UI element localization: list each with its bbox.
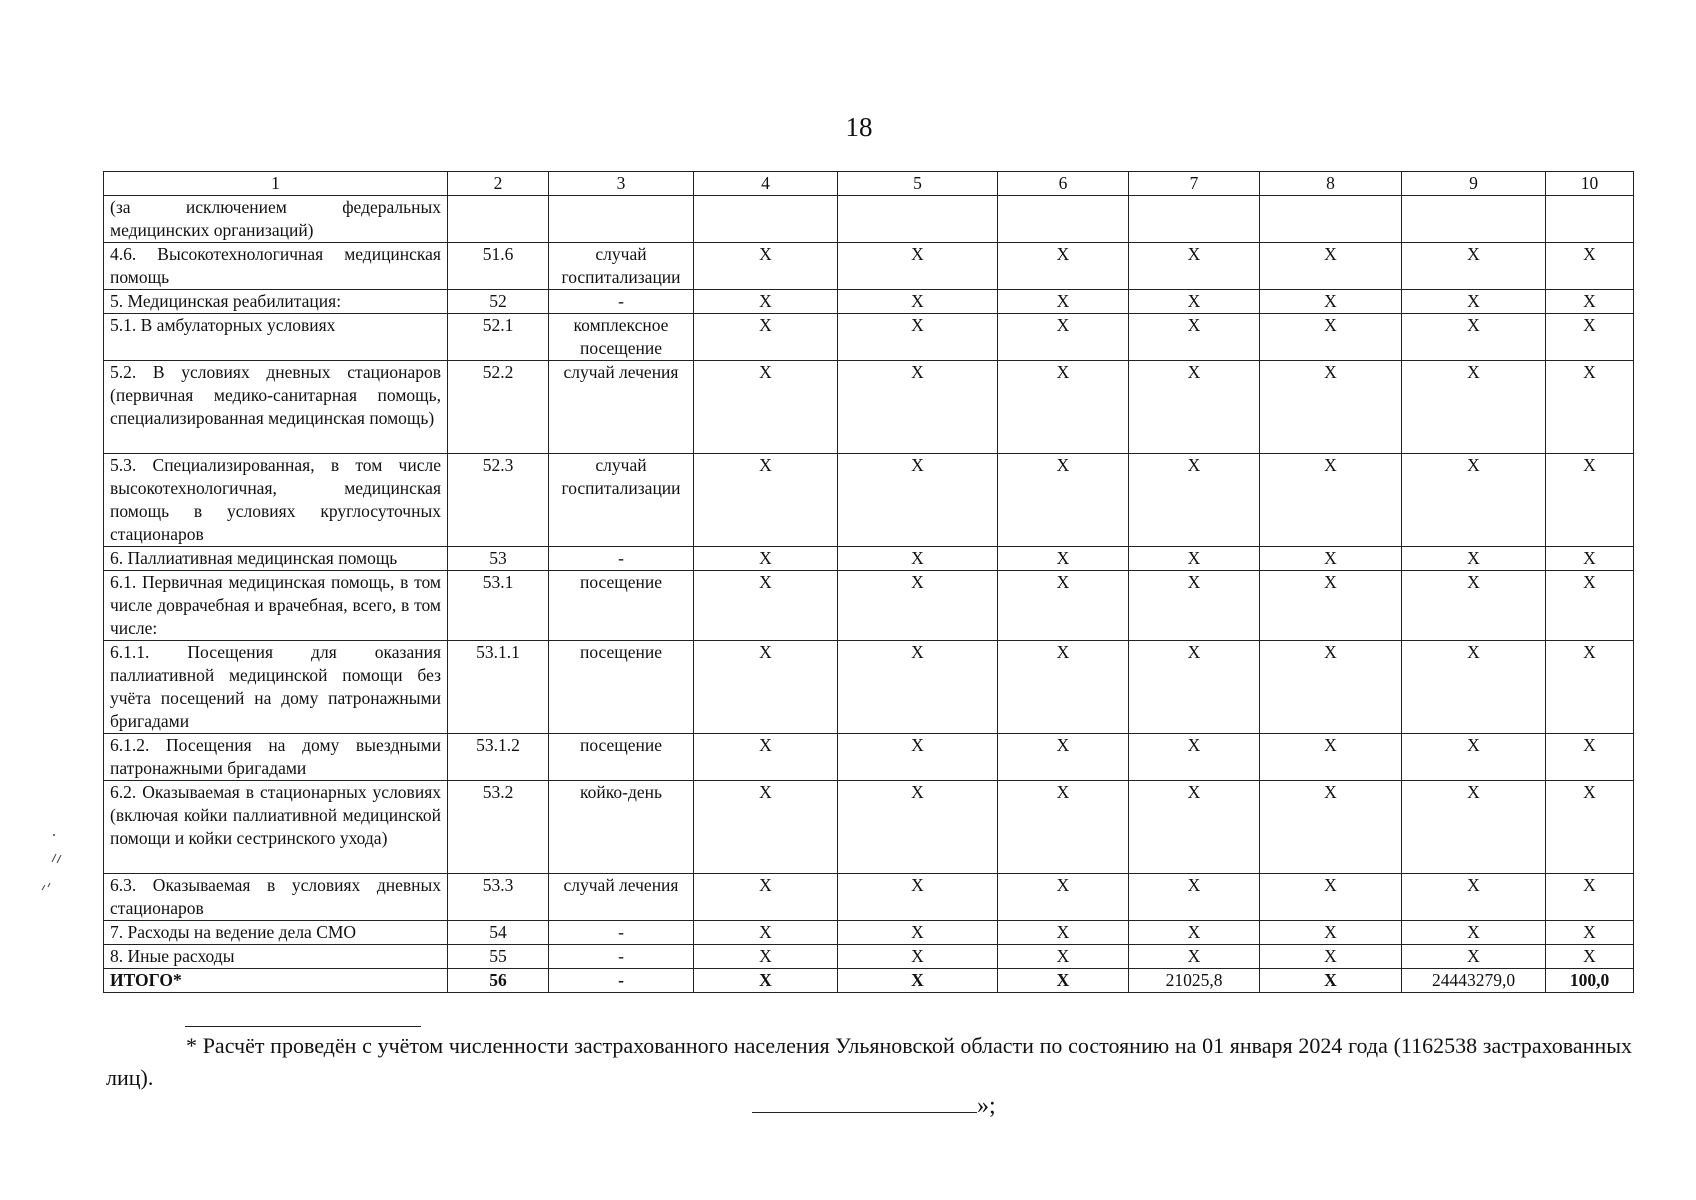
closing-underline bbox=[752, 1090, 977, 1113]
value-cell-col-10: X bbox=[1546, 874, 1634, 921]
value-cell-col-6: X bbox=[998, 921, 1129, 945]
row-code-cell: 53 bbox=[448, 547, 549, 571]
value-cell-col-8: X bbox=[1260, 734, 1402, 781]
value-cell-col-7: X bbox=[1129, 921, 1260, 945]
value-cell-col-4: X bbox=[694, 969, 838, 993]
row-code-cell: 52.2 bbox=[448, 361, 549, 454]
value-cell-col-4: X bbox=[694, 243, 838, 290]
table-row bbox=[104, 969, 1634, 993]
row-code-cell: 51.6 bbox=[448, 243, 549, 290]
column-number-row bbox=[104, 172, 1634, 196]
value-cell-col-6: X bbox=[998, 641, 1129, 734]
value-cell-col-10: X bbox=[1546, 547, 1634, 571]
value-cell-col-5: X bbox=[838, 314, 998, 361]
value-cell-col-9: X bbox=[1402, 243, 1546, 290]
value-cell-col-10 bbox=[1546, 196, 1634, 243]
row-code-cell: 53.1.2 bbox=[448, 734, 549, 781]
value-cell-col-10: X bbox=[1546, 290, 1634, 314]
value-cell-col-7: X bbox=[1129, 547, 1260, 571]
value-cell-col-9: X bbox=[1402, 361, 1546, 454]
value-cell-col-8: X bbox=[1260, 547, 1402, 571]
column-number: 4 bbox=[694, 172, 838, 196]
value-cell-col-8: X bbox=[1260, 290, 1402, 314]
value-cell-col-5 bbox=[838, 196, 998, 243]
value-cell-col-6: X bbox=[998, 874, 1129, 921]
row-name-cell: 6.3. Оказываемая в условиях дневных стационаров bbox=[104, 874, 448, 921]
row-unit-cell: - bbox=[549, 921, 694, 945]
row-code-cell: 52.1 bbox=[448, 314, 549, 361]
value-cell-col-10: X bbox=[1546, 921, 1634, 945]
value-cell-col-9: X bbox=[1402, 547, 1546, 571]
value-cell-col-4: X bbox=[694, 571, 838, 641]
value-cell-col-10: X bbox=[1546, 243, 1634, 290]
closing-line bbox=[752, 1090, 996, 1120]
column-number: 2 bbox=[448, 172, 549, 196]
value-cell-col-4: X bbox=[694, 781, 838, 874]
row-code-cell: 56 bbox=[448, 969, 549, 993]
value-cell-col-5: X bbox=[838, 547, 998, 571]
row-name-cell: 4.6. Высокотехнологичная медицинская помощь bbox=[104, 243, 448, 290]
value-cell-col-9: X bbox=[1402, 290, 1546, 314]
value-cell-col-4: X bbox=[694, 314, 838, 361]
value-cell-col-5: X bbox=[838, 969, 998, 993]
row-unit-cell: посещение bbox=[549, 641, 694, 734]
value-cell-col-7: X bbox=[1129, 243, 1260, 290]
value-cell-col-7: X bbox=[1129, 874, 1260, 921]
value-cell-col-4: X bbox=[694, 874, 838, 921]
closing-mark: »; bbox=[977, 1093, 996, 1119]
row-name-cell: 5.1. В амбулаторных условиях bbox=[104, 314, 448, 361]
row-unit-cell bbox=[549, 196, 694, 243]
value-cell-col-8 bbox=[1260, 196, 1402, 243]
financing-table bbox=[103, 171, 1634, 993]
row-unit-cell: комплексное посещение bbox=[549, 314, 694, 361]
value-cell-col-7 bbox=[1129, 196, 1260, 243]
value-cell-col-8: X bbox=[1260, 921, 1402, 945]
row-code-cell: 53.3 bbox=[448, 874, 549, 921]
row-name-cell: 6.2. Оказываемая в стационарных условиях (включая койки паллиативной медицинской помощи и койки сестринского ухода) bbox=[104, 781, 448, 874]
row-code-cell: 53.1 bbox=[448, 571, 549, 641]
scan-specks bbox=[36, 832, 66, 912]
value-cell-col-9 bbox=[1402, 196, 1546, 243]
column-number: 5 bbox=[838, 172, 998, 196]
row-code-cell bbox=[448, 196, 549, 243]
value-cell-col-4 bbox=[694, 196, 838, 243]
value-cell-col-7: 21025,8 bbox=[1129, 969, 1260, 993]
row-name-cell: 6.1.1. Посещения для оказания паллиативной медицинской помощи без учёта посещений на дому патронажными бригадами bbox=[104, 641, 448, 734]
value-cell-col-5: X bbox=[838, 734, 998, 781]
column-number: 3 bbox=[549, 172, 694, 196]
value-cell-col-4: X bbox=[694, 945, 838, 969]
value-cell-col-4: X bbox=[694, 290, 838, 314]
row-name-cell: 6.1. Первичная медицинская помощь, в том числе доврачебная и врачебная, всего, в том числе: bbox=[104, 571, 448, 641]
column-number: 1 bbox=[104, 172, 448, 196]
row-code-cell: 54 bbox=[448, 921, 549, 945]
table-row bbox=[104, 314, 1634, 361]
value-cell-col-4: X bbox=[694, 734, 838, 781]
value-cell-col-9: 24443279,0 bbox=[1402, 969, 1546, 993]
row-name-cell: 5. Медицинская реабилитация: bbox=[104, 290, 448, 314]
table-row bbox=[104, 921, 1634, 945]
value-cell-col-9: X bbox=[1402, 641, 1546, 734]
table-row bbox=[104, 196, 1634, 243]
value-cell-col-10: X bbox=[1546, 734, 1634, 781]
value-cell-col-7: X bbox=[1129, 641, 1260, 734]
column-number: 7 bbox=[1129, 172, 1260, 196]
value-cell-col-10: X bbox=[1546, 571, 1634, 641]
column-number: 6 bbox=[998, 172, 1129, 196]
column-number: 9 bbox=[1402, 172, 1546, 196]
value-cell-col-10: X bbox=[1546, 641, 1634, 734]
value-cell-col-8: X bbox=[1260, 969, 1402, 993]
value-cell-col-8: X bbox=[1260, 243, 1402, 290]
value-cell-col-7: X bbox=[1129, 945, 1260, 969]
row-code-cell: 52 bbox=[448, 290, 549, 314]
value-cell-col-6: X bbox=[998, 243, 1129, 290]
row-unit-cell: - bbox=[549, 945, 694, 969]
value-cell-col-10: X bbox=[1546, 361, 1634, 454]
value-cell-col-4: X bbox=[694, 921, 838, 945]
value-cell-col-5: X bbox=[838, 571, 998, 641]
value-cell-col-5: X bbox=[838, 290, 998, 314]
row-name-cell: (за исключением федеральных медицинских организаций) bbox=[104, 196, 448, 243]
row-unit-cell: - bbox=[549, 290, 694, 314]
value-cell-col-6: X bbox=[998, 290, 1129, 314]
row-code-cell: 55 bbox=[448, 945, 549, 969]
value-cell-col-8: X bbox=[1260, 361, 1402, 454]
value-cell-col-8: X bbox=[1260, 781, 1402, 874]
value-cell-col-4: X bbox=[694, 361, 838, 454]
row-unit-cell: случай лечения bbox=[549, 874, 694, 921]
value-cell-col-4: X bbox=[694, 547, 838, 571]
row-unit-cell: случай лечения bbox=[549, 361, 694, 454]
row-unit-cell: койко-день bbox=[549, 781, 694, 874]
table-row bbox=[104, 454, 1634, 547]
row-name-cell: 8. Иные расходы bbox=[104, 945, 448, 969]
value-cell-col-5: X bbox=[838, 454, 998, 547]
table-row bbox=[104, 641, 1634, 734]
value-cell-col-7: X bbox=[1129, 734, 1260, 781]
column-number: 10 bbox=[1546, 172, 1634, 196]
table-row bbox=[104, 243, 1634, 290]
row-name-cell: 5.2. В условиях дневных стационаров (первичная медико-санитарная помощь, специализированная медицинская помощь) bbox=[104, 361, 448, 454]
value-cell-col-9: X bbox=[1402, 874, 1546, 921]
value-cell-col-6: X bbox=[998, 314, 1129, 361]
value-cell-col-4: X bbox=[694, 641, 838, 734]
value-cell-col-9: X bbox=[1402, 921, 1546, 945]
value-cell-col-10: X bbox=[1546, 945, 1634, 969]
row-code-cell: 53.1.1 bbox=[448, 641, 549, 734]
value-cell-col-5: X bbox=[838, 781, 998, 874]
value-cell-col-5: X bbox=[838, 641, 998, 734]
row-name-cell: 6.1.2. Посещения на дому выездными патронажными бригадами bbox=[104, 734, 448, 781]
value-cell-col-5: X bbox=[838, 243, 998, 290]
table-row bbox=[104, 547, 1634, 571]
value-cell-col-7: X bbox=[1129, 361, 1260, 454]
value-cell-col-9: X bbox=[1402, 734, 1546, 781]
row-name-cell: 7. Расходы на ведение дела СМО bbox=[104, 921, 448, 945]
row-name-cell: ИТОГО* bbox=[104, 969, 448, 993]
value-cell-col-10: X bbox=[1546, 781, 1634, 874]
value-cell-col-6: X bbox=[998, 547, 1129, 571]
value-cell-col-9: X bbox=[1402, 454, 1546, 547]
value-cell-col-9: X bbox=[1402, 571, 1546, 641]
value-cell-col-6: X bbox=[998, 454, 1129, 547]
row-unit-cell: случай госпитализации bbox=[549, 243, 694, 290]
page-number: 18 bbox=[845, 112, 873, 142]
row-unit-cell: посещение bbox=[549, 734, 694, 781]
value-cell-col-10: 100,0 bbox=[1546, 969, 1634, 993]
value-cell-col-6: X bbox=[998, 571, 1129, 641]
value-cell-col-6: X bbox=[998, 361, 1129, 454]
value-cell-col-8: X bbox=[1260, 641, 1402, 734]
table-row bbox=[104, 290, 1634, 314]
value-cell-col-6: X bbox=[998, 734, 1129, 781]
row-unit-cell: - bbox=[549, 969, 694, 993]
table-row bbox=[104, 571, 1634, 641]
column-number: 8 bbox=[1260, 172, 1402, 196]
row-code-cell: 52.3 bbox=[448, 454, 549, 547]
footnote-separator bbox=[185, 1026, 421, 1027]
value-cell-col-8: X bbox=[1260, 874, 1402, 921]
value-cell-col-7: X bbox=[1129, 781, 1260, 874]
row-name-cell: 6. Паллиативная медицинская помощь bbox=[104, 547, 448, 571]
value-cell-col-9: X bbox=[1402, 314, 1546, 361]
row-unit-cell: случай госпитализации bbox=[549, 454, 694, 547]
value-cell-col-8: X bbox=[1260, 571, 1402, 641]
value-cell-col-4: X bbox=[694, 454, 838, 547]
table-row bbox=[104, 734, 1634, 781]
value-cell-col-8: X bbox=[1260, 945, 1402, 969]
value-cell-col-10: X bbox=[1546, 314, 1634, 361]
table-row bbox=[104, 874, 1634, 921]
footnote: * Расчёт проведён с учётом численности застрахованного населения Ульяновской области по состоянию на 01 января 2024 года (1162538 застрахованных лиц). bbox=[106, 1033, 1632, 1090]
value-cell-col-5: X bbox=[838, 874, 998, 921]
value-cell-col-5: X bbox=[838, 921, 998, 945]
value-cell-col-6 bbox=[998, 196, 1129, 243]
value-cell-col-6: X bbox=[998, 781, 1129, 874]
value-cell-col-8: X bbox=[1260, 314, 1402, 361]
value-cell-col-9: X bbox=[1402, 945, 1546, 969]
value-cell-col-6: X bbox=[998, 945, 1129, 969]
table-row bbox=[104, 361, 1634, 454]
value-cell-col-9: X bbox=[1402, 781, 1546, 874]
value-cell-col-5: X bbox=[838, 361, 998, 454]
value-cell-col-10: X bbox=[1546, 454, 1634, 547]
row-name-cell: 5.3. Специализированная, в том числе высокотехнологичная, медицинская помощь в условиях круглосуточных стационаров bbox=[104, 454, 448, 547]
table-row bbox=[104, 781, 1634, 874]
row-code-cell: 53.2 bbox=[448, 781, 549, 874]
value-cell-col-7: X bbox=[1129, 454, 1260, 547]
value-cell-col-8: X bbox=[1260, 454, 1402, 547]
value-cell-col-5: X bbox=[838, 945, 998, 969]
table-row bbox=[104, 945, 1634, 969]
value-cell-col-7: X bbox=[1129, 290, 1260, 314]
row-unit-cell: посещение bbox=[549, 571, 694, 641]
row-unit-cell: - bbox=[549, 547, 694, 571]
value-cell-col-7: X bbox=[1129, 571, 1260, 641]
value-cell-col-6: X bbox=[998, 969, 1129, 993]
value-cell-col-7: X bbox=[1129, 314, 1260, 361]
